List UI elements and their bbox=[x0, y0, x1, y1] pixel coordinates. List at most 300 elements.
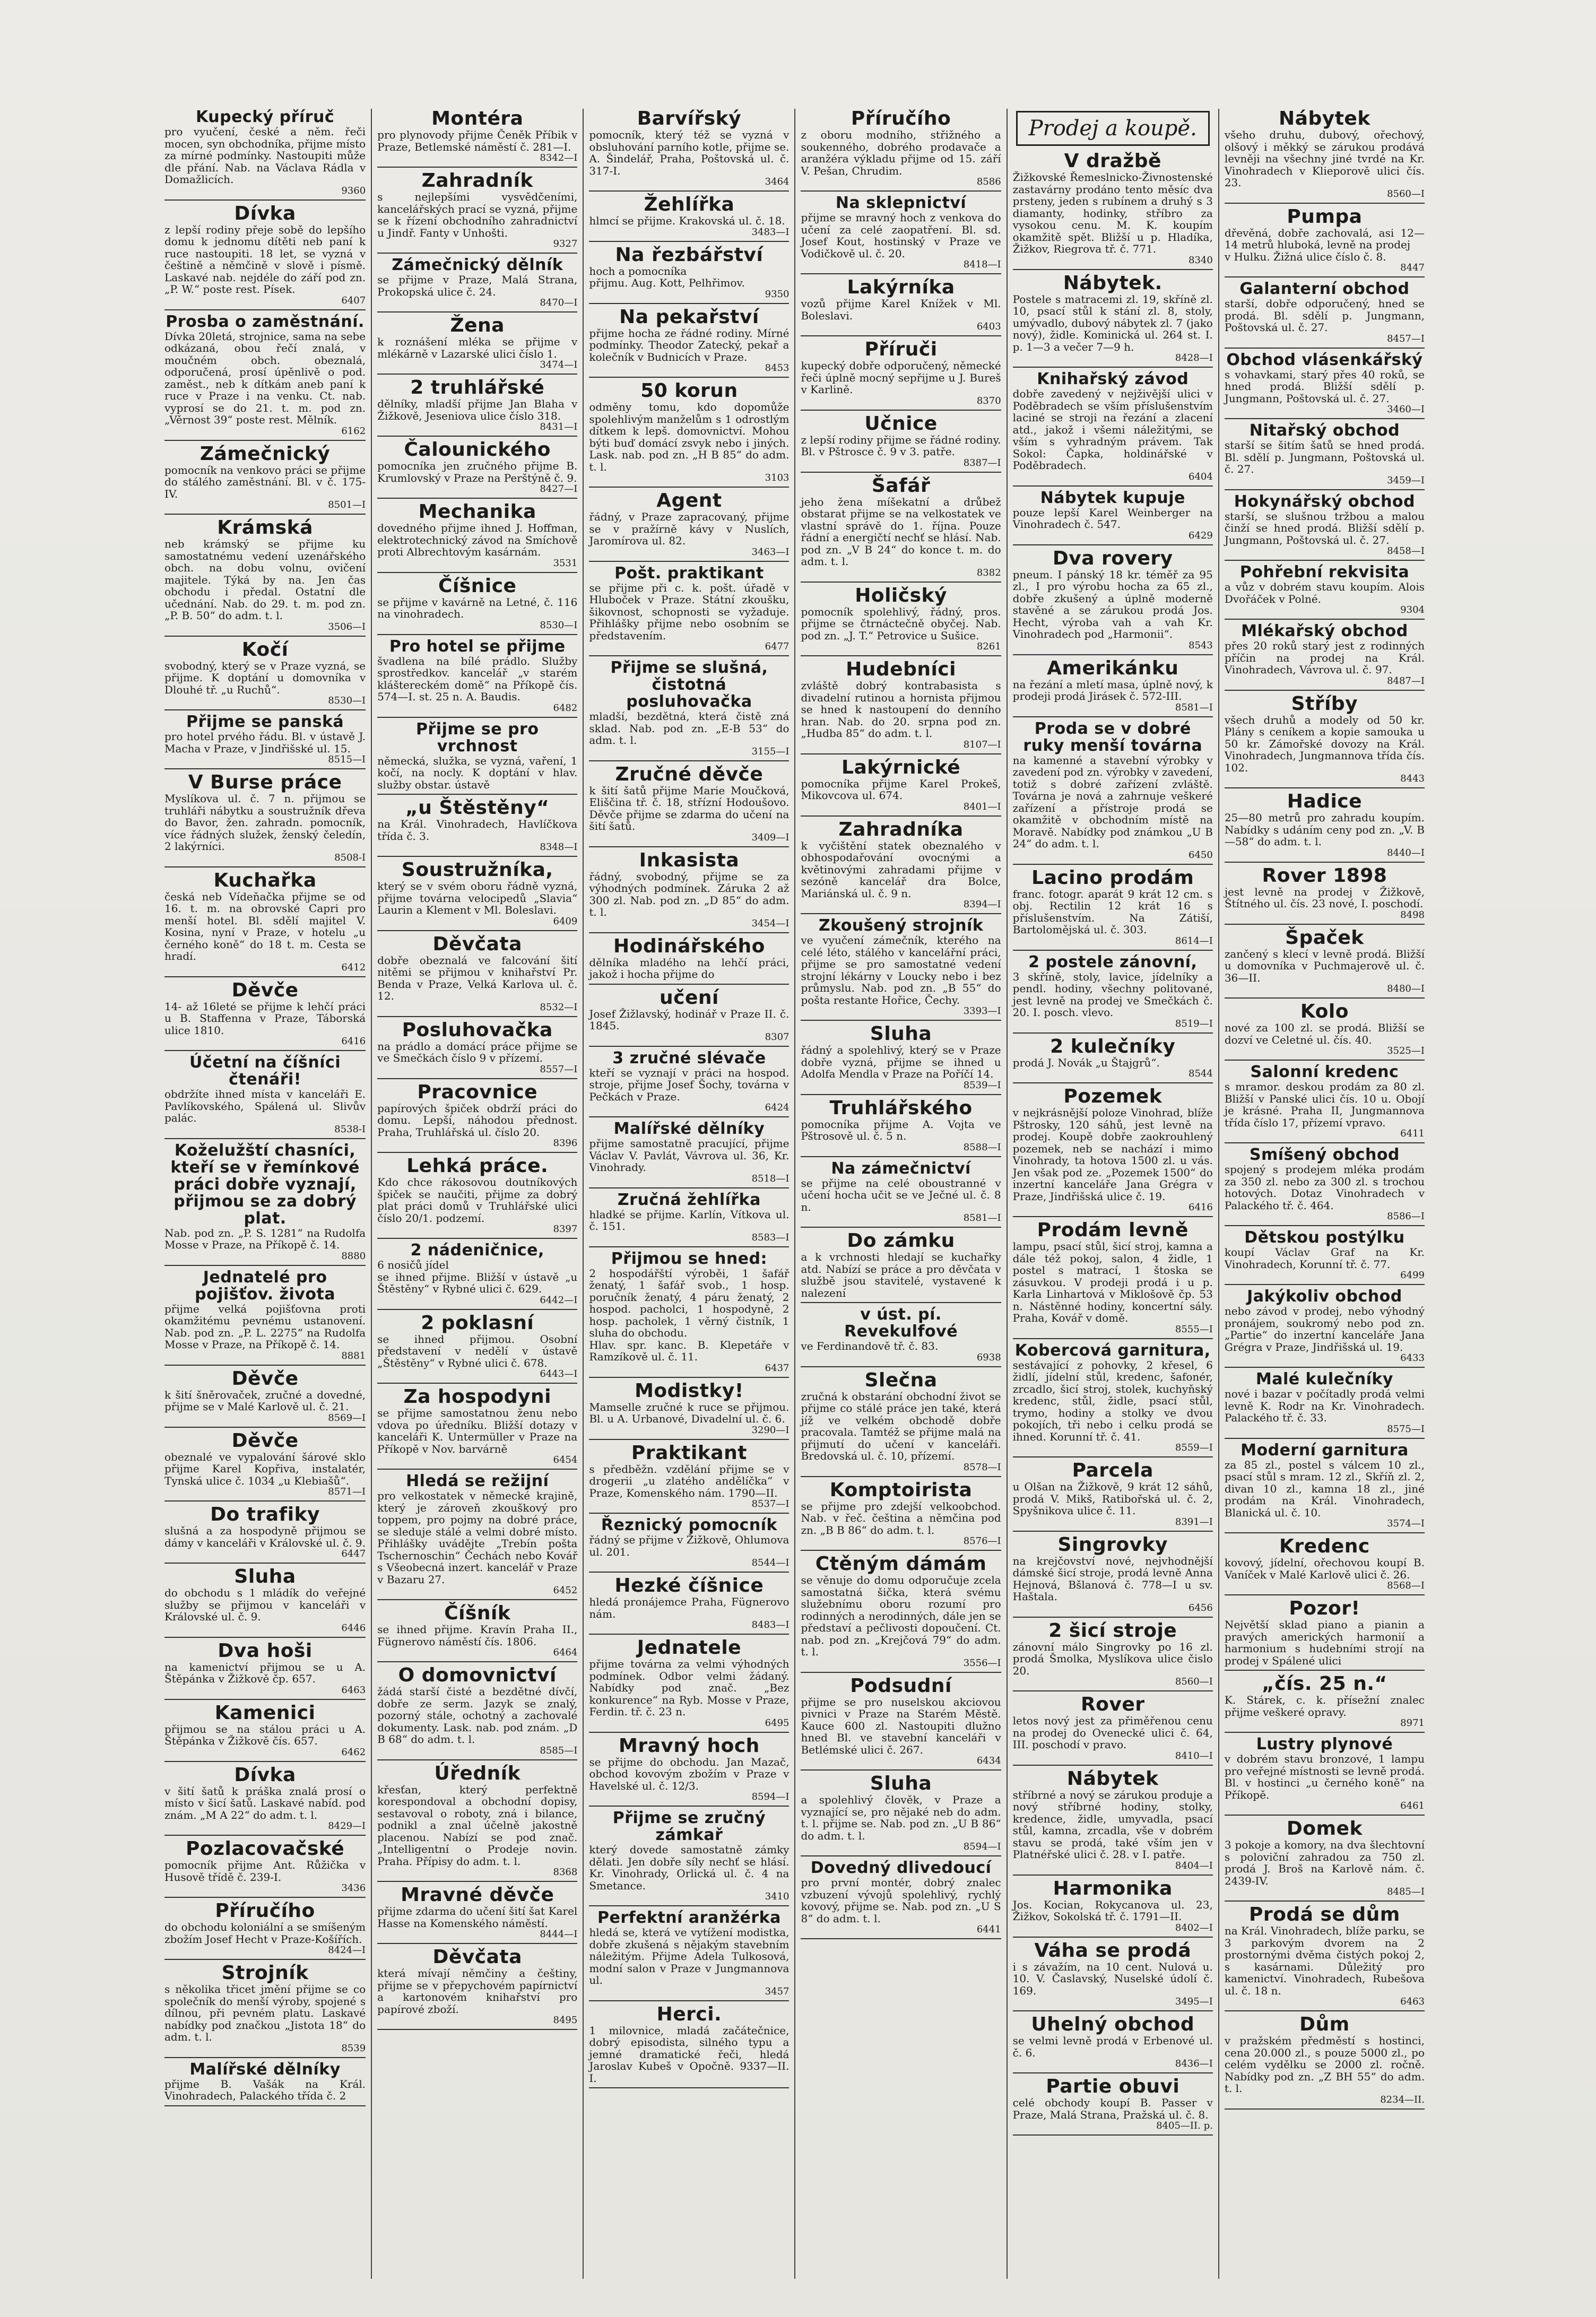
ad-divider bbox=[589, 303, 789, 304]
ad-column-2 bbox=[371, 109, 583, 2279]
classified-ad bbox=[1225, 1442, 1425, 1530]
ad-body: pro první montér, dobrý znalec vzbuzení vývojů spolehlivý, rychlý kovový, přijme se. Nab. pod zn. „U S 8“ do adm. t. l. bbox=[801, 1876, 1001, 1925]
ad-divider bbox=[801, 1855, 1001, 1856]
ad-body: pomocník, který též se vyzná v obsluhování parního kotle, přijme se. A. Šindelář, Praha, Poštovská ul. č. 317-I. bbox=[589, 128, 790, 177]
ad-divider bbox=[589, 1572, 789, 1573]
ad-body: a spolehlivý člověk, v Praze a vyznající se, pro nějaké neb do adm. t. l. přijme se. Nab. pod zn. „U B 86“ do adm. t. l. bbox=[801, 1793, 1001, 1842]
ad-heading: Sluha bbox=[870, 1023, 932, 1045]
ad-heading: Parcela bbox=[1072, 1460, 1153, 1481]
ad-divider bbox=[164, 309, 366, 310]
ad-divider bbox=[801, 913, 1001, 914]
ad-heading: Zručná žehlířka bbox=[617, 1190, 761, 1209]
ad-divider bbox=[164, 866, 366, 867]
ad-divider bbox=[1225, 862, 1425, 863]
ad-heading: 50 korun bbox=[640, 380, 738, 402]
ad-heading: Lehká práce. bbox=[406, 1155, 549, 1177]
ad-code: 8560—I bbox=[1387, 188, 1425, 199]
ad-divider bbox=[1013, 654, 1213, 655]
ad-heading: v úst. pí. Revekulfové bbox=[844, 1305, 958, 1341]
ad-body: Nab. pod zn. „P. S. 1281“ na Rudolfa Mosse v Praze, na Příkopě č. 14. bbox=[164, 1226, 366, 1251]
ad-divider bbox=[1013, 1617, 1213, 1618]
ad-heading: Přijme se zručný zámkař bbox=[612, 1809, 766, 1844]
ad-code: 6407 bbox=[341, 294, 366, 306]
ad-code: 3463—I bbox=[751, 546, 790, 558]
ad-divider bbox=[1225, 1815, 1425, 1816]
ad-divider bbox=[589, 932, 789, 933]
ad-body: přes 20 roků starý jest z rodinných příčin na prodej na Král. Vinohradech, Vávrova ul. č. 97. bbox=[1224, 639, 1425, 676]
ad-heading: 2 truhlářské bbox=[410, 377, 545, 398]
ad-divider bbox=[801, 815, 1001, 817]
ad-divider bbox=[164, 1563, 366, 1564]
classified-ad bbox=[164, 314, 366, 437]
ad-code: 6411 bbox=[1400, 1128, 1425, 1139]
ad-body: slušná a za hospodyně přijmou se dámy v kanceláři v Královské ul. č. 9. bbox=[164, 1524, 366, 1549]
classified-ad bbox=[377, 440, 577, 494]
ad-divider bbox=[1225, 1901, 1425, 1902]
ad-divider bbox=[1013, 716, 1213, 717]
ad-column-3 bbox=[583, 109, 794, 2279]
classified-ad bbox=[589, 245, 789, 300]
ad-heading: Harmonika bbox=[1053, 1877, 1173, 1899]
ad-code: 6437 bbox=[765, 1362, 790, 1374]
ad-body: dobře zavedený v nejživější ulici v Poděbradech se vším příslušenstvím laciné se stroji na řezání a zlacení atd., jakož i všemi náležitými, se vším s vyhradným právem. Tak Sokol: Čapka, holdinářské v Poděbradech. bbox=[1012, 387, 1213, 472]
ad-divider bbox=[1225, 1225, 1425, 1226]
ad-body: 2 hospodářští výroběi, 1 šafář ženatý, 1 šafář svob., 1 hosp. poručník ženatý, 4 páru ženatý, 2 hospod. pacholci, 1 hospodyně, 2 hosp. pacholek, 1 věrný čistník, 1 sluha do obchodu. bbox=[589, 1266, 790, 1339]
ad-body: kupecký dobře odporučený, německé řeči úplně mocný sepřijme u J. Bureš v Karlině. bbox=[801, 359, 1001, 396]
classified-ad bbox=[1013, 868, 1213, 947]
ad-divider bbox=[1013, 1216, 1213, 1217]
classified-ad bbox=[1225, 352, 1425, 415]
classified-ad bbox=[164, 1269, 366, 1361]
ad-heading: Truhlářského bbox=[829, 1097, 973, 1119]
ad-divider bbox=[164, 514, 366, 515]
ad-body: na kamenictví přijmou se u A. Štěpánka v Žižkově čp. 657. bbox=[164, 1660, 366, 1685]
ad-code: 8485—I bbox=[1387, 1886, 1425, 1897]
ad-heading: 2 postele zánovní, bbox=[1028, 952, 1198, 971]
ad-code: 6463 bbox=[1400, 1996, 1425, 2007]
ad-body: s vohavkami, starý přes 40 roků, se hned prodá. Bližší sdělí p. Jungmann, Poštovská ul. č. 27. bbox=[1224, 368, 1425, 405]
classified-ad bbox=[377, 1665, 577, 1756]
classified-ad bbox=[1225, 1288, 1425, 1364]
classified-ad bbox=[589, 765, 789, 843]
ad-divider bbox=[589, 190, 789, 192]
ad-divider bbox=[1225, 1142, 1425, 1143]
ad-body: nové i bazar v počítadly prodá velmi levně K. Rodr na Kr. Vinohradech. Palackého tř. č. 33. bbox=[1224, 1387, 1425, 1424]
ad-code: 8370 bbox=[976, 395, 1001, 406]
ad-code: 8483—I bbox=[751, 1619, 790, 1630]
ad-divider bbox=[801, 1476, 1001, 1477]
ad-code: 3460—I bbox=[1387, 404, 1425, 415]
ad-body: za 85 zl., postel s válcem 10 zl., psací stůl s mram. 12 zl., Skříň zl. 2, divan 10 zl., kamna 18 zl., jiné prodám na Král. Vinohradech, Blanická ul. č. 10. bbox=[1224, 1458, 1425, 1519]
ad-heading: Kolo bbox=[1300, 1001, 1349, 1022]
ad-body: zančený s klecí v levně prodá. Bližší u domovníka v Puchmajerově ul. č. 36—II. bbox=[1224, 947, 1425, 984]
classified-ad bbox=[164, 204, 366, 306]
classified-ad bbox=[589, 1443, 789, 1510]
ad-divider bbox=[589, 1187, 789, 1188]
ad-heading: Lacino prodám bbox=[1031, 866, 1194, 889]
ad-body: z lepší rodiny přeje sobě do lepšího domu k jednomu dítěti neb paní k ruce nastoupiti. 18 let, se vyzná v češtině a němčině v slově i písmě. Laskavé nab. nejdéle do září pod zn. „P. W.“ poste rest. Písek. bbox=[164, 223, 366, 296]
ad-body: Žižkovské Řemeslnicko-Živnostenské zastavárny prodáno tento měsíc dva prsteny, jeden s rubínem a druhý s 3 diamanty, hodinky, stříbro za vysokou cenu. M. K. koupím okamžitě spět. Bližší u p. Hladíka, Žižkov, Riegrova tř. č. 771. bbox=[1012, 171, 1213, 255]
ad-heading: V Burse práce bbox=[188, 771, 342, 793]
ad-heading: Nitařský obchod bbox=[1249, 421, 1400, 440]
classified-ad bbox=[1013, 1879, 1213, 1933]
ad-code: 3474—I bbox=[540, 359, 578, 370]
classified-ad bbox=[589, 1251, 789, 1374]
ad-body: se přijme do obchodu. Jan Mazač, obchod kovovým zbožím v Praze v Havelské ul. č. 12/3. bbox=[589, 1755, 790, 1792]
ad-body: 14- až 16leté se přijme k lehčí práci u B. Staffenna v Praze, Táborská ulice 1810. bbox=[164, 1000, 366, 1037]
ad-divider bbox=[377, 2029, 577, 2030]
ad-heading: Soustružníka, bbox=[401, 859, 553, 881]
ad-body: dobře obeznalá ve falcování šití nitěmi se přijmou v knihařství Pr. Benda v Praze, Velká Karlova ul. č. 12. bbox=[377, 953, 578, 1002]
classified-ad bbox=[589, 1638, 789, 1729]
ad-code: 6477 bbox=[765, 641, 790, 652]
ad-divider bbox=[164, 1761, 366, 1762]
classified-ad bbox=[801, 820, 1001, 910]
ad-heading: Lakýrníka bbox=[847, 276, 955, 298]
ad-divider bbox=[801, 655, 1001, 656]
ad-divider bbox=[1225, 489, 1425, 490]
classified-ad bbox=[377, 1313, 577, 1380]
ad-body: starší, dobře odporučený, hned se prodá. Bl. sdělí p. Jungmann, Poštovská ul. č. 27. bbox=[1224, 297, 1425, 334]
ad-divider bbox=[377, 1078, 577, 1079]
ad-heading: Kredenc bbox=[1279, 1535, 1370, 1557]
ad-divider bbox=[589, 1377, 789, 1378]
ad-heading: Montéra bbox=[431, 109, 524, 129]
ad-code: 3410 bbox=[765, 1891, 790, 1902]
ad-code: 8538-I bbox=[334, 1123, 366, 1135]
ad-heading: Sluha bbox=[234, 1566, 296, 1587]
classified-ad bbox=[164, 1839, 366, 1894]
ad-divider bbox=[1013, 1875, 1213, 1876]
ad-body: žádá starší čisté a bezdětné dívčí, dobře ze serm. Jazyk se znalý, pozorný stále, ochotný a zachovalé dokumenty. Lask. nab. pod znám. „D B 68“ do adm. t. l. bbox=[377, 1685, 578, 1746]
ad-body: všech druhů a modely od 50 kr. Plány s ceníkem a kopie samouka u 50 kr. Zámořské dovozy na Král. Vinohradech, Jungmannova třída čís. 102. bbox=[1224, 713, 1425, 774]
classified-ad bbox=[1013, 371, 1213, 482]
ad-code: 8418—I bbox=[963, 259, 1001, 270]
ad-divider bbox=[801, 1156, 1001, 1157]
ad-heading: Přijme se slušná, čistotná posluhovačka bbox=[610, 658, 768, 711]
classified-ad bbox=[1225, 1819, 1425, 1897]
ad-body: a k vrchnosti hledají se kuchařky atd. Nabízí se práce a pro děvčata v službě jsou stavitelé, vystavené k nalezení bbox=[801, 1251, 1001, 1299]
ad-heading: Přijme se panská bbox=[186, 713, 344, 731]
classified-ad bbox=[801, 414, 1001, 468]
ad-body: u Olšan na Žižkově, 9 krát 12 sáhů, prodá V. Mikš, Ratibořská ul. č. 2, Spyšnikova ulice č. 11. bbox=[1012, 1480, 1213, 1517]
ad-divider bbox=[589, 1905, 789, 1906]
classified-ad bbox=[1013, 1621, 1213, 1688]
classified-ad bbox=[1225, 928, 1425, 995]
classified-ad bbox=[377, 378, 577, 432]
classified-ad bbox=[589, 1381, 789, 1436]
ad-body: kteří se vyznají v práci na hospod. stroje, přijme Josef Šochy, továrna v Pečkách v Praze. bbox=[589, 1066, 790, 1103]
ad-code: 8543 bbox=[1189, 639, 1213, 651]
ad-code: 6447 bbox=[341, 1548, 366, 1559]
ad-body: přijme B. Vašák na Král. Vinohradech, Palackého třída č. 2 bbox=[164, 2077, 366, 2102]
ad-heading: Přijme se pro vrchnost bbox=[416, 719, 539, 756]
ad-body: do obchodu s 1 mládík do veřejné služby se přijmou v kanceláři v Královské ul. č. 9. bbox=[164, 1586, 366, 1623]
ad-body: přijme zdarma do učení šití šat Karel Hasse na Komenského náměstí. bbox=[377, 1905, 578, 1930]
ad-code: 8532—I bbox=[540, 1001, 578, 1013]
ad-code: 8515—I bbox=[328, 754, 366, 765]
ad-code: 8881 bbox=[341, 1350, 366, 1361]
ad-code: 6482 bbox=[553, 702, 578, 714]
ad-divider bbox=[589, 1046, 789, 1047]
ad-body: nové za 100 zl. se prodá. Bližší se dozví ve Celetné ul. čís. 40. bbox=[1224, 1021, 1425, 1046]
ad-heading: Děvče bbox=[231, 1429, 299, 1452]
ad-body: se přijme v Praze, Malá Strana, Prokopská ulice č. 24. bbox=[377, 273, 578, 298]
ad-divider bbox=[1013, 1082, 1213, 1083]
ad-code: 6429 bbox=[1189, 530, 1213, 541]
ad-heading: Zahradník bbox=[421, 170, 533, 192]
ad-divider bbox=[377, 167, 577, 168]
ad-divider bbox=[1225, 1438, 1425, 1439]
ad-code: 3506—I bbox=[328, 621, 366, 632]
ad-code: 8447 bbox=[1400, 262, 1425, 273]
ad-body: dovedného přijme ihned J. Hoffman, elektrotechnický závod na Smíchově proti Albrechtovým kasárnám. bbox=[377, 522, 578, 558]
ad-divider bbox=[589, 1439, 789, 1440]
ad-divider bbox=[377, 717, 577, 718]
classified-ad bbox=[801, 1554, 1001, 1669]
ad-body: který se v svém oboru řádně vyzná, přijme továrna velocipedů „Slavia“ Laurin a Klement v Ml. Boleslavi. bbox=[377, 880, 578, 916]
ad-body: 3 skříně, stoly, lavice, jídelníky a pendl. hodiny, všechny politované, jest levně na prodej ve Smečkách č. 20. I. posch. vlevo. bbox=[1012, 970, 1213, 1019]
ad-heading: Malířské dělníky bbox=[189, 2060, 341, 2079]
classified-ad bbox=[1225, 792, 1425, 858]
ad-heading: Pozemek bbox=[1063, 1086, 1163, 1107]
ad-heading: Na sklepnictví bbox=[835, 194, 967, 212]
ad-divider bbox=[164, 709, 366, 710]
ad-code: 3155—I bbox=[751, 745, 790, 757]
ad-body: s nejlepšími vysvědčeními, kancelářských prací se vyzná, přijme se k řízení obchodního zahradnictví u Jindř. Fanty v Unhošti. bbox=[377, 190, 578, 239]
classified-ad bbox=[801, 1024, 1001, 1091]
classified-ad bbox=[1225, 207, 1425, 274]
classified-ad bbox=[589, 381, 789, 483]
classified-ad bbox=[377, 502, 577, 569]
ad-heading: Účetní na číšníci čtenáři! bbox=[189, 1053, 341, 1089]
ad-body: pro hotel prvého řádu. Bl. v ústavě J. Macha v Praze, v Jindřišské ul. 15. bbox=[164, 730, 366, 755]
ad-body: kovový, jídelní, ořechovou koupí B. Vaníček v Malé Karlově ulici č. 26. bbox=[1224, 1556, 1425, 1581]
ad-heading: Pohřební rekvisita bbox=[1239, 563, 1410, 582]
ad-divider bbox=[1013, 1032, 1213, 1034]
ad-body: K. Stárek, c. k. přísežní znalec přijme veškeré opravy. bbox=[1224, 1694, 1425, 1719]
ad-body: lampu, psací stůl, šicí stroj, kamna a dále též pokoj, salon, 4 židle, 1 postel s matrací, 1 štoska se zásuvkou. V prodeji prodá i u p. Karla Linhartová v Miklošově čp. 53 n. Nástěnné hodiny, koncertní sály. Praha, Kovář v domě. bbox=[1012, 1240, 1213, 1324]
classified-ad bbox=[1013, 490, 1213, 541]
ad-heading: Dva hoši bbox=[218, 1639, 313, 1662]
ad-divider bbox=[801, 335, 1001, 336]
classified-ad bbox=[1013, 1769, 1213, 1871]
classified-ad bbox=[164, 1369, 366, 1424]
classified-ad bbox=[377, 576, 577, 631]
ad-body: pomocníka jen zručného přijme B. Krumlovský v Praze na Perštýně č. 9. bbox=[377, 459, 578, 484]
ad-heading: Pošt. praktikant bbox=[614, 563, 764, 583]
classified-ad bbox=[1013, 1220, 1213, 1335]
ad-divider bbox=[801, 1672, 1001, 1673]
ad-body: jeho žena míšekatní a drůbež obstarat přijme se na velkostatek ve vlastní správě do 1. října. Pouze řádní a energičtí nechť se hlásí. Nab. pod zn. „V B 24“ do konce t. m. do adm. t. l. bbox=[801, 495, 1001, 568]
classified-ad bbox=[377, 171, 577, 249]
ad-code: 8560—I bbox=[1175, 1676, 1213, 1687]
ad-body: 25—80 metrů pro zahradu koupím. Nabídky s udáním ceny pod zn. „V. B—58“ do adm. t. l. bbox=[1224, 811, 1425, 848]
ad-heading: Žehlířka bbox=[644, 194, 735, 215]
ad-heading: Do zámku bbox=[847, 1230, 955, 1252]
ad-body: hledá se, která ve vytížení modistka, dobře zkušená s nějakým stavebním náležitým. Přijme Adela Tulkosová, modní salon v Praze v Jungmannova ul. bbox=[589, 1926, 790, 1986]
ad-code: 8387—I bbox=[963, 457, 1001, 468]
classified-ad bbox=[1225, 1674, 1425, 1729]
classified-ad bbox=[164, 773, 366, 863]
ad-code: 6441 bbox=[976, 1924, 1001, 1935]
ad-heading: Zahradníka bbox=[838, 818, 964, 840]
ad-body: v pražském předměstí s hostinci, cena 20.000 zl., s pouze 5000 zl., po celém vydělku se 2000 zl. ročně. Nabídky pod zn. „Z BH 55“ do adm. t. l. bbox=[1224, 2034, 1425, 2095]
ad-body: řádný, svobodný, přijme se za výhodných podmínek. Záruka 2 až 300 zl. Nab. pod zn. „D 85“ do adm. t. l. bbox=[589, 870, 790, 918]
classified-ad bbox=[1013, 721, 1213, 861]
ad-body: Josef Žižlavský, hodinář v Praze II. č. 1845. bbox=[589, 1007, 790, 1032]
classified-ad bbox=[801, 1098, 1001, 1153]
ad-code: 6462 bbox=[341, 1746, 366, 1758]
ad-heading: Mravný hoch bbox=[619, 1734, 760, 1757]
ad-divider bbox=[1225, 203, 1425, 204]
ad-body: křesťan, který perfektně korespondoval a obchodní dopisy, sestavoval o roboty, zná i bilance, podnikl a znal účelně jakostně placenou. Nabízí se pod znač. „Intelligentní o Prodeje novin. Praha. Přípisy do adm. t. l. bbox=[377, 1783, 578, 1868]
ad-heading: Dovedný dlivedoucí bbox=[810, 1859, 992, 1877]
ad-code: 6454 bbox=[553, 1454, 578, 1465]
classified-ad bbox=[164, 640, 366, 707]
ad-heading: Žena bbox=[450, 315, 505, 336]
ad-code: 8428—I bbox=[1175, 352, 1213, 363]
ad-divider bbox=[589, 487, 789, 488]
ad-body: starší, se slušnou tržbou a malou činží se hned prodá. Bližší sdělí p. Jungmann, Poštovská ul. č. 27. bbox=[1224, 509, 1425, 546]
ad-code: 3556—I bbox=[963, 1657, 1001, 1669]
ad-body: v dobrém stavu bronzové, 1 lampu pro veřejné místnosti se levně prodá. Bl. v hostinci „u černého koně“ na Příkopě. bbox=[1224, 1752, 1425, 1801]
ad-body: prodá J. Novák „u Štajgrů“. bbox=[1012, 1056, 1160, 1069]
ad-body: ve vyučení zámečník, kterého na celé léto, stálého v kancelářní práci, přijme se pro samostatné vedení strojní lékárny v Loucky nebo i bez průmyslu. Nab. pod zn. „B 55“ do pošta restante Hořice, Čechy. bbox=[801, 934, 1001, 1006]
classified-ad bbox=[377, 1947, 577, 2026]
classified-ad bbox=[1013, 151, 1213, 266]
classified-ad bbox=[1225, 493, 1425, 557]
ad-divider bbox=[1013, 1338, 1213, 1339]
ad-body: se ihned přijme. Kravín Praha II., Fügnerovo náměstí čís. 1806. bbox=[377, 1623, 578, 1648]
ad-heading: 2 šicí stroje bbox=[1048, 1619, 1177, 1642]
ad-divider bbox=[801, 753, 1001, 754]
ad-code: 3290—I bbox=[751, 1424, 790, 1436]
ad-heading: V dražbě bbox=[1064, 150, 1161, 172]
ad-divider bbox=[377, 634, 577, 635]
ad-code: 3495—I bbox=[1175, 1996, 1213, 2007]
ad-heading: Řeznický pomocník bbox=[601, 1516, 777, 1534]
ad-body: se přijme samostatnou ženu nebo vdova po úředníku. Bližší dotazy v kanceláři K. Untermüller v Praze na Příkopě v Nov. barvárně bbox=[377, 1407, 578, 1455]
classified-ad bbox=[1013, 954, 1213, 1029]
ad-code: 8880 bbox=[341, 1250, 366, 1262]
ad-divider bbox=[589, 1806, 789, 1807]
ad-heading: Hudebníci bbox=[846, 658, 956, 680]
ad-body: mladší, bezdětná, která čistě zná sklad. Nab. pod zn. „E-B 53“ do adm. t. l. bbox=[589, 710, 790, 747]
classified-ad bbox=[801, 109, 1001, 187]
ad-code: 9327 bbox=[553, 238, 578, 249]
ad-body: zvláště dobrý kontrabasista s divadelní rutinou a hornista přijmou se hned k nastoupení do denního hran. Nab. do 20. srpna pod zn. „Hudba 85“ do adm. t. l. bbox=[801, 679, 1001, 740]
ad-heading: „u Štěstěny“ bbox=[405, 797, 550, 819]
classified-ad bbox=[377, 638, 577, 714]
ad-heading: Jakýkoliv obchod bbox=[1247, 1287, 1402, 1306]
ad-code: 6464 bbox=[553, 1647, 578, 1658]
ad-code: 8530—I bbox=[540, 619, 578, 631]
classified-ad bbox=[801, 340, 1001, 406]
classified-ad bbox=[164, 871, 366, 973]
ad-divider bbox=[1225, 1367, 1425, 1368]
classified-ad bbox=[377, 1387, 577, 1465]
ad-body: hlmcí se přijme. Krakovská ul. č. 18. bbox=[589, 214, 785, 227]
ad-heading: Proda se v dobré ruky menší továrna bbox=[1023, 719, 1203, 755]
classified-ad bbox=[589, 1192, 789, 1243]
ad-divider bbox=[1013, 1937, 1213, 1938]
ad-divider bbox=[1225, 997, 1425, 999]
ad-body: který dovede samostatně zámky dělati. Jen dobře síly nechť se hlásí. Kr. Vinohrady, Orlická ul. č. 4 na Smetance. bbox=[589, 1843, 790, 1892]
ad-body: Mamselle zručné k ruce se přijmou. Bl. u A. Urbanové, Divadelní ul. č. 6. bbox=[589, 1400, 790, 1425]
ad-heading: Koželužští chasníci, kteří se v řemínkové práci dobře vyznají, přijmou se za dobrý plat. bbox=[170, 1141, 360, 1228]
ad-heading: Amerikánku bbox=[1047, 657, 1179, 679]
ad-divider bbox=[164, 1050, 366, 1051]
ad-body: jest levně na prodej v Žižkově, Štítného ul. čís. 23 nové, I. poschodí. bbox=[1224, 885, 1425, 910]
ad-code: 8537—I bbox=[751, 1498, 790, 1509]
ad-divider bbox=[1225, 924, 1425, 925]
classified-ad bbox=[589, 1736, 789, 1803]
ad-divider bbox=[1225, 348, 1425, 349]
ad-code: 8487—I bbox=[1387, 675, 1425, 687]
ad-heading: Dva rovery bbox=[1052, 547, 1173, 569]
ad-body-continued: v Hulku. Žižná ulice číslo č. 8. bbox=[1224, 250, 1386, 263]
ad-divider bbox=[377, 1238, 577, 1239]
ad-code: 8555—I bbox=[1175, 1323, 1213, 1335]
ad-body: k šití šatů přijme Marie Moučková, Eliščina tř. č. 18, střízní Hodoušovo. Děvče přijme se zdarma do učení na šití šatů. bbox=[589, 784, 790, 832]
ad-body: k šití šněrovaček, zručné a dovedné, přijme se v Malé Karlově ul. č. 21. bbox=[164, 1388, 366, 1413]
ad-code: 6409 bbox=[553, 915, 578, 927]
ad-code: 8397 bbox=[553, 1223, 578, 1235]
ad-divider bbox=[164, 976, 366, 977]
ad-divider bbox=[164, 1897, 366, 1898]
ad-heading: Příruči bbox=[864, 339, 938, 360]
ad-heading: Jednatele bbox=[637, 1637, 742, 1659]
classified-ad bbox=[589, 2004, 789, 2085]
ad-code: 8586—I bbox=[1387, 1211, 1425, 1222]
ad-code: 6495 bbox=[765, 1717, 790, 1729]
ad-code: 3103 bbox=[765, 472, 790, 483]
classified-ad bbox=[1225, 1736, 1425, 1811]
ad-heading: Moderní garnitura bbox=[1241, 1440, 1409, 1460]
ad-body: Postele s matracemi zl. 19, skříně zl. 10, psací stůl k stání zl. 8, stoly, umývadlo, dubový nábytek zl. 7 (jako nový), židle. Kominická ul. 264 st. I. p. 1—3 a večer 7—9 h. bbox=[1012, 292, 1213, 353]
ad-code: 8424—I bbox=[328, 1945, 366, 1956]
ad-heading: učení bbox=[659, 986, 719, 1009]
ad-code: 6450 bbox=[1189, 849, 1213, 861]
ad-body: na Král. Vinohradech, Havlíčkova třída č. 3. bbox=[377, 818, 578, 843]
ad-body-continued: se ihned přijme. Bližší v ústavě „u Štěstěny“ v Rybné ulici č. 629. bbox=[377, 1270, 578, 1295]
ad-heading: „čís. 25 n.“ bbox=[1262, 1673, 1387, 1695]
classified-ad bbox=[1225, 623, 1425, 687]
ad-body: Jos. Kocian, Rokycanova ul. 23, Žižkov, Sokolská tř. č. 1791—II. bbox=[1012, 1898, 1213, 1923]
section-title-box bbox=[1016, 111, 1210, 146]
ad-code: 6162 bbox=[341, 425, 366, 437]
ad-body: celé obchody koupí B. Passer v Praze, Malá Strana, Pražská ul. č. 8. bbox=[1012, 2096, 1213, 2121]
ad-divider bbox=[1013, 1456, 1213, 1457]
ad-code: 6461 bbox=[1400, 1800, 1425, 1811]
ad-code: 9360 bbox=[341, 185, 366, 196]
ad-divider bbox=[377, 1661, 577, 1662]
ad-body: se přijme pro zdejší velkoobchod. Nab. v řeč. čeština a němčina pod zn. „B B 86“ do adm. t. l. bbox=[801, 1499, 1001, 1537]
classified-ad bbox=[1225, 1002, 1425, 1056]
ad-code: 8401—I bbox=[963, 801, 1001, 812]
ad-body: dělníka mladého na lehčí práci, jakož i hocha přijme do bbox=[589, 956, 790, 980]
ad-code: 8571—I bbox=[328, 1486, 366, 1497]
ad-body: na kamenné a stavební výrobky v zavedení pod zn. výrobky v zavedení, totiž s dobré zařízení zvláště. Továrna je nová a zahrnuje veškeré zařízení a přístroje prodá se okamžitě v obchodním místě na Moravě. Nabídky pod známkou „U B 24“ do adm. t. l. bbox=[1012, 753, 1213, 850]
ad-code: 6443—I bbox=[540, 1368, 578, 1379]
classified-ad bbox=[377, 109, 577, 163]
ad-body: 6 nosičů jídel bbox=[377, 1259, 449, 1271]
ad-divider bbox=[589, 2000, 789, 2001]
classified-ad bbox=[589, 109, 789, 187]
ad-divider bbox=[801, 1769, 1001, 1771]
ad-body: hladké se přijme. Karlín, Vítkova ul. č. 151. bbox=[589, 1208, 790, 1233]
